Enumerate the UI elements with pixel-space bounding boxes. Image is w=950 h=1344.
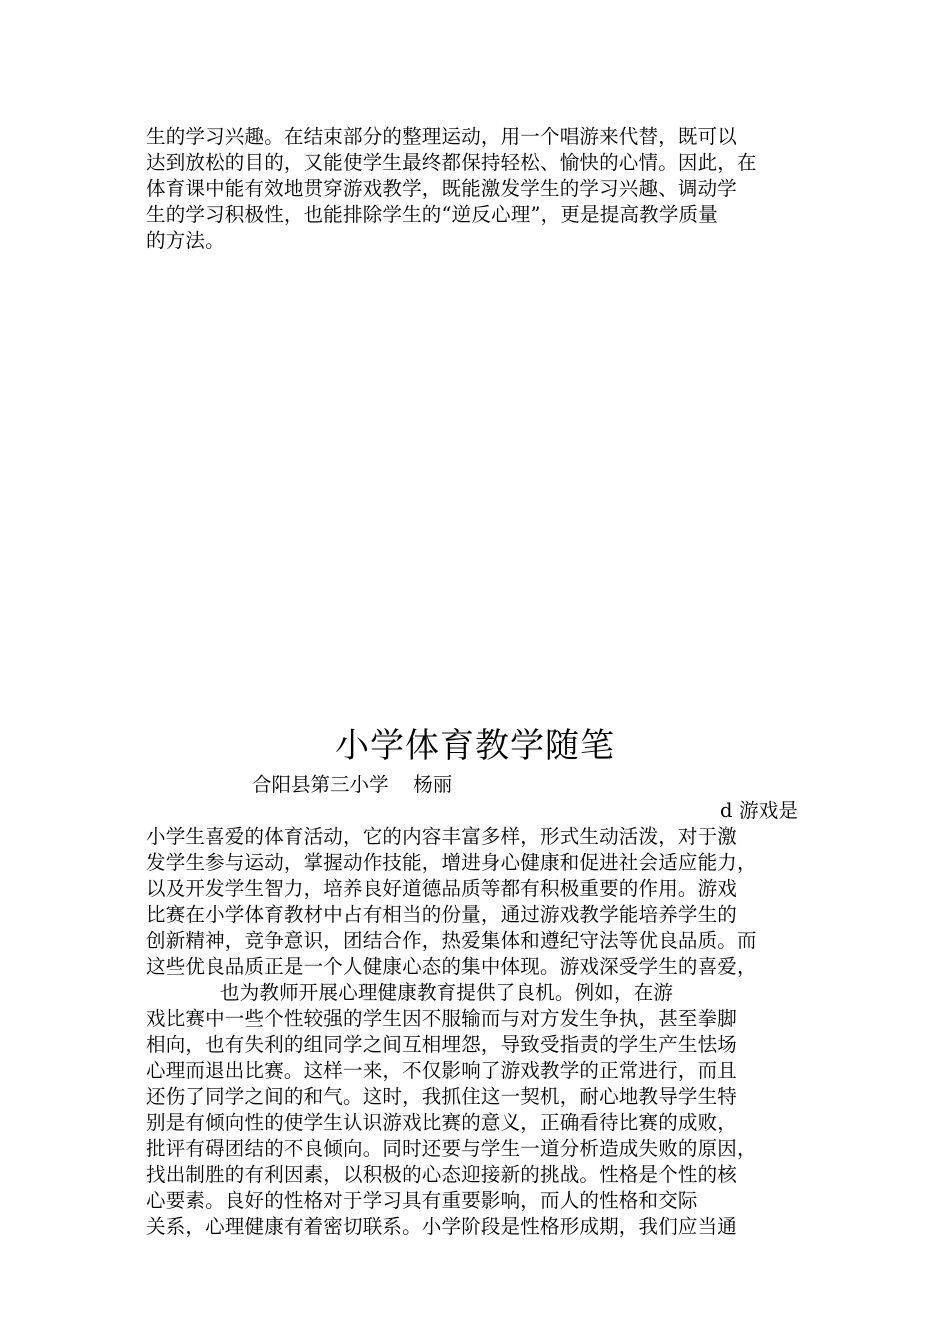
text-line: 心理而退出比赛。这样一来，不仅影响了游戏教学的正常进行，而且 [146,1059,738,1082]
text-line: 关系，心理健康有着密切联系。小学阶段是性格形成期，我们应当通 [146,1215,738,1238]
article-author: 合阳县第三小学 杨丽 [252,773,453,796]
text-line: 还伤了同学之间的和气。这时，我抓住这一契机，耐心地教导学生特 [146,1085,738,1108]
text-line: 创新精神，竞争意识，团结合作，热爱集体和遵纪守法等优良品质。而 [146,929,757,952]
text-line: 也为教师开展心理健康教育提供了良机。例如，在游 [220,981,674,1004]
text-line: 的方法。 [146,229,225,252]
text-line: 生的学习兴趣。在结束部分的整理运动，用一个唱游来代替，既可以 [146,125,738,148]
text-line: 心要素。良好的性格对于学习具有重要影响，而人的性格和交际 [146,1189,698,1212]
text-line: 发学生参与运动，掌握动作技能，增进身心健康和促进社会适应能力， [146,851,757,874]
text-line: 达到放松的目的，又能使学生最终都保持轻松、愉快的心情。因此，在 [146,151,757,174]
text-line: 戏比赛中一些个性较强的学生因不服输而与对方发生争执，甚至拳脚 [146,1007,738,1030]
text-line: 这些优良品质正是一个人健康心态的集中体现。游戏深受学生的喜爱， [146,955,757,978]
lead-fragment: d 游戏是 [720,799,799,822]
text-line: 批评有碍团结的不良倾向。同时还要与学生一道分析造成失败的原因， [146,1137,757,1160]
text-line: 比赛在小学体育教材中占有相当的份量，通过游戏教学能培养学生的 [146,903,738,926]
text-line: 以及开发学生智力，培养良好道德品质等都有积极重要的作用。游戏 [146,877,738,900]
text-line: 相向，也有失利的组同学之间互相埋怨，导致受指责的学生产生怯场 [146,1033,738,1056]
text-line: 别是有倾向性的使学生认识游戏比赛的意义，正确看待比赛的成败， [146,1111,738,1134]
text-line: 小学生喜爱的体育活动，它的内容丰富多样，形式生动活泼，对于激 [146,825,738,848]
text-line: 体育课中能有效地贯穿游戏教学，既能激发学生的学习兴趣、调动学 [146,177,738,200]
text-line: 生的学习积极性，也能排除学生的“逆反心理”，更是提高教学质量 [146,203,718,226]
text-line: 找出制胜的有利因素，以积极的心态迎接新的挑战。性格是个性的核 [146,1163,738,1186]
article-title: 小学体育教学随笔 [335,726,615,766]
